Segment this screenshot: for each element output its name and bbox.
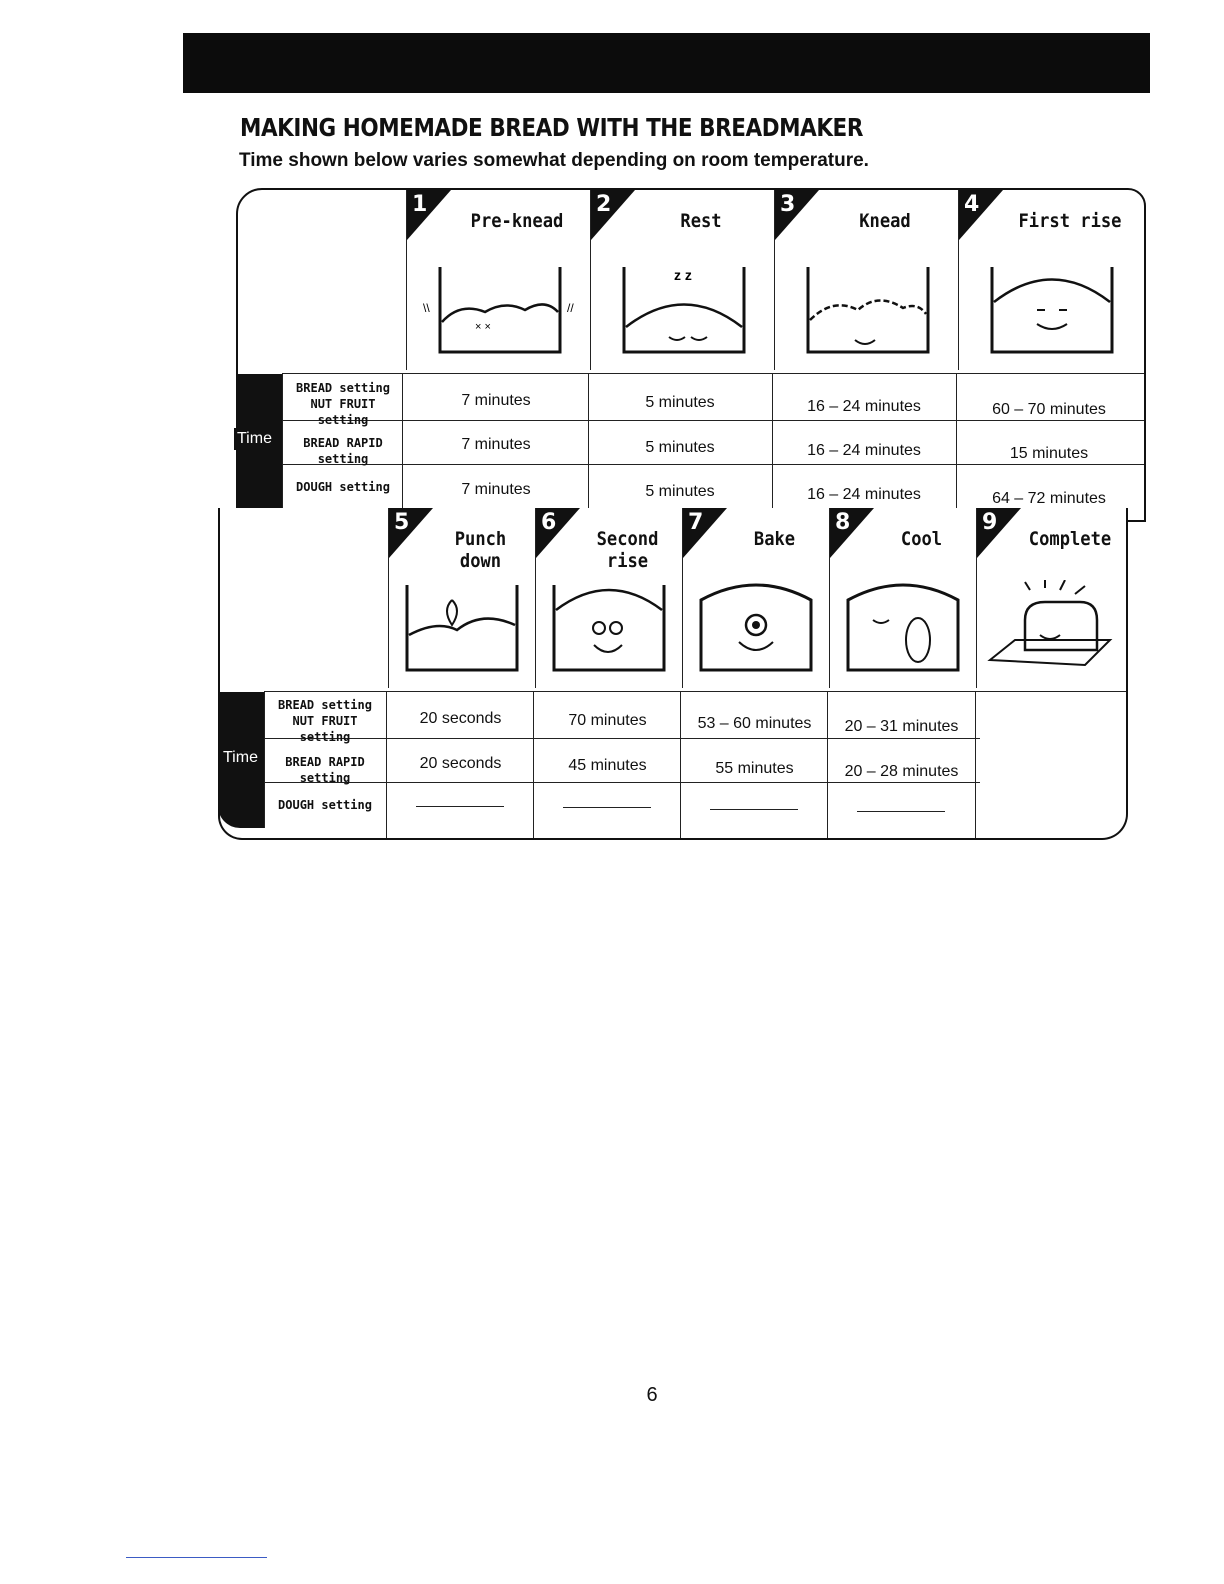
- step-rest: [590, 190, 775, 370]
- column-divider: [680, 691, 681, 838]
- punch-down-icon: [397, 580, 527, 680]
- svg-text:× ×: × ×: [475, 321, 491, 333]
- step-label: Pre-knead: [470, 210, 564, 232]
- step-bake: [682, 508, 830, 688]
- step-knead: [774, 190, 959, 370]
- sleeping-dough-icon: [599, 262, 769, 362]
- cooling-bread-icon: [838, 580, 968, 680]
- step-number: 9: [982, 510, 998, 535]
- baking-bread-icon: [691, 580, 821, 680]
- time-value: 60 – 70 minutes: [992, 401, 1106, 418]
- column-divider: [386, 691, 387, 838]
- time-value: 55 minutes: [715, 760, 794, 777]
- time-value: 15 minutes: [1009, 445, 1089, 462]
- time-label: Time: [234, 428, 275, 450]
- time-value: 20 seconds: [419, 755, 502, 772]
- step-label: Second rise: [596, 528, 659, 572]
- svg-text:\\: \\: [423, 301, 430, 315]
- time-value: 20 – 31 minutes: [844, 718, 959, 735]
- row-divider: [264, 691, 1126, 692]
- time-value: 64 – 72 minutes: [992, 490, 1106, 507]
- page-number: 6: [646, 1384, 658, 1406]
- step-number: 3: [780, 192, 796, 217]
- step-number: 7: [688, 510, 704, 535]
- time-value: 7 minutes: [461, 481, 531, 498]
- no-time-dash: [710, 809, 798, 810]
- finished-loaf-icon: [985, 580, 1115, 680]
- page-subtitle: Time shown below varies somewhat depending on room temperature.: [239, 150, 869, 171]
- step-label: Bake: [753, 528, 796, 550]
- second-rise-icon: [544, 580, 674, 680]
- time-value: 16 – 24 minutes: [807, 398, 921, 415]
- time-label: Time: [220, 747, 261, 769]
- time-value: 70 minutes: [568, 712, 647, 729]
- step-first-rise: [958, 190, 1145, 370]
- step-second-rise: [535, 508, 683, 688]
- step-label: Complete: [1028, 528, 1112, 550]
- time-value: 16 – 24 minutes: [807, 442, 921, 459]
- step-number: 8: [835, 510, 851, 535]
- step-number: 5: [394, 510, 410, 535]
- time-value: 45 minutes: [568, 757, 647, 774]
- setting-label-dough: DOUGH setting: [296, 480, 390, 494]
- column-divider: [975, 691, 976, 838]
- row-divider: [282, 420, 1144, 421]
- time-value: 20 seconds: [419, 710, 502, 727]
- step-label: First rise: [1018, 210, 1122, 232]
- time-value: 7 minutes: [461, 436, 531, 453]
- dough-in-pan-icon: [415, 262, 585, 362]
- svg-text:z z: z z: [674, 267, 692, 283]
- steps-table-top: [236, 188, 1146, 522]
- setting-label-bread-nut: BREAD setting NUT FRUIT setting: [296, 381, 390, 427]
- row-divider: [282, 464, 1144, 465]
- step-pre-knead: [406, 190, 591, 370]
- setting-label-dough: DOUGH setting: [278, 798, 372, 812]
- column-divider: [264, 691, 265, 828]
- step-number: 4: [964, 192, 980, 217]
- step-punch-down: [388, 508, 536, 688]
- page-title: MAKING HOMEMADE BREAD WITH THE BREADMAKER: [240, 113, 863, 142]
- no-time-dash: [563, 807, 651, 808]
- row-divider: [282, 373, 1144, 374]
- no-time-dash: [857, 811, 945, 812]
- step-label: Cool: [900, 528, 943, 550]
- step-label: Knead: [859, 210, 911, 232]
- step-complete: [976, 508, 1127, 688]
- time-value: 5 minutes: [645, 439, 715, 456]
- column-divider: [827, 691, 828, 838]
- steps-table-bottom: [218, 508, 1128, 840]
- time-value: 5 minutes: [645, 394, 715, 411]
- time-value: 20 – 28 minutes: [844, 763, 959, 780]
- header-bar: [183, 33, 1150, 93]
- svg-text://: //: [567, 301, 574, 315]
- column-divider: [282, 373, 283, 510]
- step-label: Punch down: [454, 528, 507, 572]
- kneading-dough-icon: [783, 262, 953, 362]
- column-divider: [402, 373, 403, 510]
- time-value: 53 – 60 minutes: [697, 715, 812, 732]
- step-label: Rest: [680, 210, 722, 232]
- time-value: 5 minutes: [645, 483, 715, 500]
- rising-dough-icon: [967, 262, 1137, 362]
- step-cool: [829, 508, 977, 688]
- time-value: 16 – 24 minutes: [807, 486, 921, 503]
- step-number: 2: [596, 192, 612, 217]
- step-number: 6: [541, 510, 557, 535]
- column-divider: [533, 691, 534, 838]
- footer-rule: [126, 1557, 267, 1558]
- setting-label-bread-rapid: BREAD RAPID setting: [303, 436, 383, 466]
- setting-label-bread-rapid: BREAD RAPID setting: [285, 755, 365, 785]
- time-value: 7 minutes: [461, 392, 531, 409]
- no-time-dash: [416, 806, 504, 807]
- setting-label-bread-nut: BREAD setting NUT FRUIT setting: [278, 698, 372, 744]
- step-number: 1: [412, 192, 428, 217]
